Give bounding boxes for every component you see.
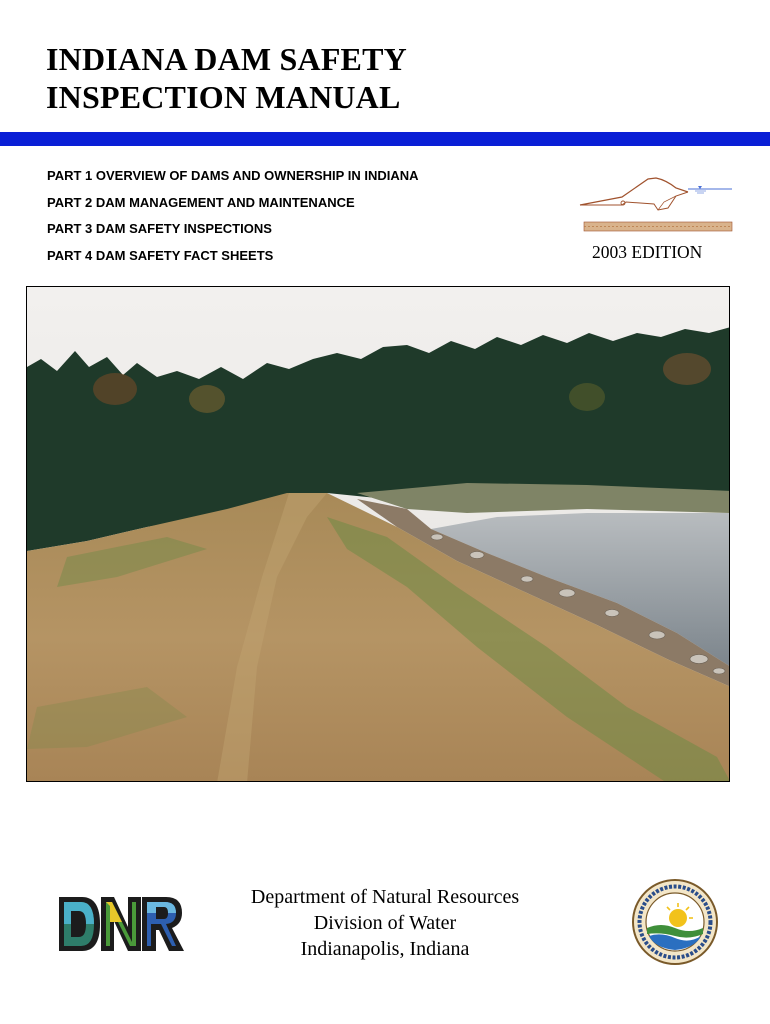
city-state: Indianapolis, Indiana (300, 938, 470, 960)
title-line-1: INDIANA DAM SAFETY (46, 41, 407, 77)
department-block (200, 884, 570, 962)
dnr-logo (56, 893, 186, 955)
part-2-item: PART 2 DAM MANAGEMENT AND MAINTENANCE (47, 194, 355, 210)
document-title (46, 40, 407, 116)
division-of-water-seal (631, 878, 719, 966)
department-name: Department of Natural Resources (250, 886, 520, 908)
parts-list (47, 166, 419, 272)
part-3-item: PART 3 DAM SAFETY INSPECTIONS (47, 221, 272, 236)
dam-cross-section-diagram (576, 172, 734, 236)
part-4-item: PART 4 DAM SAFETY FACT SHEETS (47, 247, 274, 263)
blue-divider-bar (0, 132, 770, 146)
edition-label: 2003 EDITION (592, 242, 703, 262)
title-line-2: INSPECTION MANUAL (46, 79, 401, 115)
division-name: Division of Water (313, 912, 457, 934)
part-1-item: PART 1 OVERVIEW OF DAMS AND OWNERSHIP IN INDIANA (47, 168, 419, 183)
dam-photograph (26, 286, 730, 782)
